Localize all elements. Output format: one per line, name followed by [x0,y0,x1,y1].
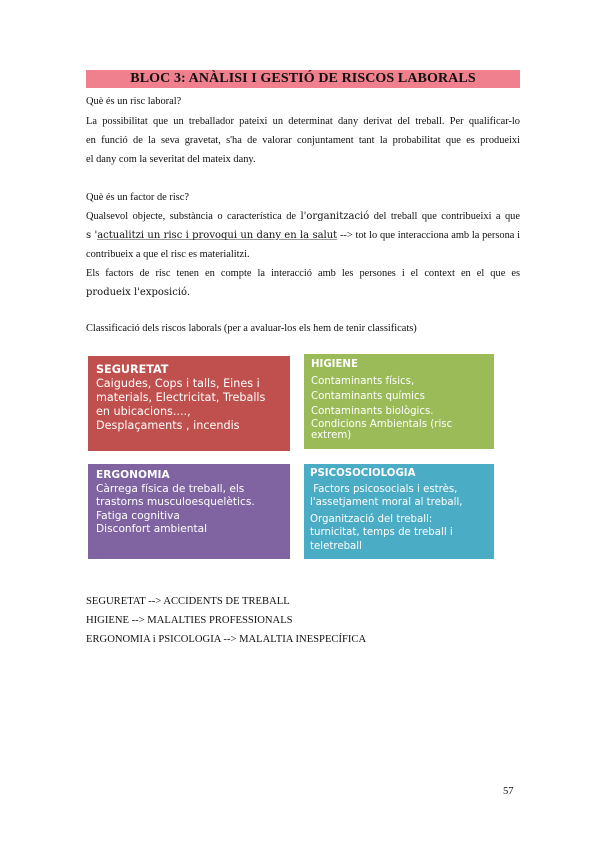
question-risk: Què és un risc laboral? [86,96,182,107]
paragraph-line: La possibilitat que un treballador pateixi un determinat dany derivat del treball. Per qualificar-lo [86,116,520,127]
summary-line-seguretat: SEGURETAT --> ACCIDENTS DE TREBALL [86,596,290,607]
box-seguretat [88,356,290,451]
box-line: Disconfort ambiental [96,523,208,535]
box-line: materials, Electricitat, Treballs [96,391,266,404]
page-number: 57 [503,786,514,797]
paragraph-line: contribueix a que el risc es materialitzi. [86,249,250,260]
paragraph-line: el dany com la severitat del mateix dany. [86,154,256,165]
highlighted-term: produeix l'exposició [86,287,188,298]
paragraph-line: en funció de la seva gravetat, s'ha de valorar conjuntament tant la probabilitat que es produeixi [86,135,520,146]
box-line: extrem) [311,430,352,441]
text-span: --> tot lo que interacciona amb la persona i [337,230,521,241]
highlighted-term: l'organització [300,211,370,222]
paragraph-line [86,283,520,302]
box-line: Caigudes, Cops i talls, Eines i [96,377,260,390]
box-line: Factors psicosocials i estrès, [310,483,458,495]
box-line: Càrrega física de treball, els [96,482,245,495]
paragraph-line [86,207,520,226]
box-line: trastorns musculoesquelètics. [96,496,255,508]
box-title: SEGURETAT [96,363,169,376]
box-higiene [304,354,494,449]
box-line: Contaminants biològics. [311,406,434,417]
paragraph-line: Els factors de risc tenen en compte la interacció amb les persones i el context en el que es [86,268,520,279]
box-line: Fatiga cognitiva [96,509,180,522]
paragraph-risk-factor [86,207,520,264]
text-span: . [187,287,190,298]
box-line: Condicions Ambientals (risc [311,419,453,430]
question-risk-factor: Què és un factor de risc? [86,192,189,203]
paragraph-risk-definition [86,112,520,169]
summary-line-higiene: HIGIENE --> MALALTIES PROFESSIONALS [86,615,293,626]
box-line: l'assetjament moral al treball, [310,497,463,508]
box-line: Organització del treball: [310,513,433,525]
text-span: s ' [86,230,98,241]
box-psicosociologia [304,464,494,559]
section-title: BLOC 3: ANÀLISI I GESTIÓ DE RISCOS LABORALS [86,70,520,88]
box-line: Desplaçaments , incendis [96,419,240,432]
box-line: teletreball [310,540,362,552]
box-line: Contaminants físics, [311,376,415,387]
summary-line-ergonomia: ERGONOMIA i PSICOLOGIA --> MALALTIA INESPECÍFICA [86,634,367,645]
paragraph-line [86,226,520,245]
box-title: HIGIENE [311,359,358,370]
highlighted-term: actualitzi un risc i provoqui un dany en la salut [97,230,338,241]
box-line: Contaminants químics [311,391,425,402]
text-span: Qualsevol objecte, substància o característica de [86,211,301,222]
box-title: PSICOSOCIOLOGIA [310,468,416,479]
text-span: del treball que contribueixi a que [369,211,520,222]
box-line: turnicitat, temps de treball i [310,527,453,538]
paragraph-interaction [86,264,520,302]
box-title: ERGONOMIA [96,469,170,481]
classification-intro: Classificació dels riscos laborals (per a avaluar-los els hem de tenir classificats) [86,323,417,334]
box-line: en ubicacions...., [96,405,191,418]
box-ergonomia [88,464,290,559]
